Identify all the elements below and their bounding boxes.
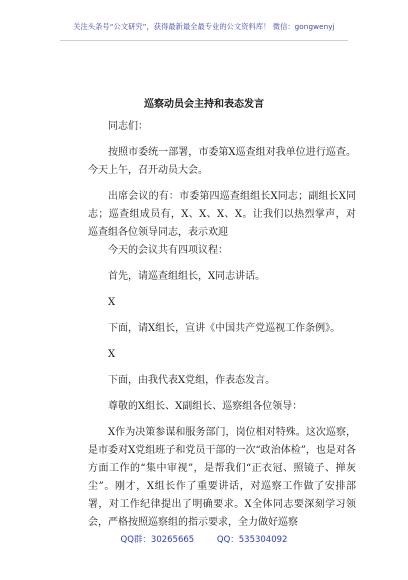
salutation: 同志们： <box>108 121 148 132</box>
paragraph: 首先，请巡查组组长，X同志讲话。 <box>108 271 266 282</box>
paragraph: 下面，由我代表X党组，作表态发言。 <box>108 375 276 386</box>
paragraph: 出席会议的有：市委第四巡查组组长X同志；副组长X同志；巡查组成员有，X、X、X、X。让我们以热烈掌声，对巡查组各位领导同志，表示欢迎 <box>88 191 356 238</box>
header-promo: 关注头条号“公文研究”，获得最新最全最专业的公文资料库！ 微信：gongwenyj <box>73 22 335 31</box>
footer-qq: QQ：535304092 <box>216 535 288 545</box>
paragraph: X作为决策参谋和服务部门，岗位相对特殊。这次巡察，是市委对X党组班子和党员干部的一次“政治体检”，也是对各方面工作的“集中审视”，是帮我们“正衣冠、照镜子、掸灰尘”。刚才，X组长作了重要讲话，对巡察工作做了安排部署，对工作纪律提出了明确要求。X全体同志要深刻学习领会，严格按照巡察组的指示要求，全力做好巡察 <box>88 427 356 528</box>
paragraph: X <box>108 297 116 308</box>
document-title: 巡察动员会主持和表态发言 <box>144 99 264 110</box>
header-divider <box>60 40 348 41</box>
footer-qq-group: QQ群：30265665 <box>120 535 195 545</box>
paragraph: 按照市委统一部署，市委第X巡查组对我单位进行巡查。今天上午，召开动员大会。 <box>88 147 356 176</box>
paragraph: 下面，请X组长，宣讲《中国共产党巡视工作条例》。 <box>108 323 341 334</box>
document-body <box>88 118 356 532</box>
footer-contact <box>0 533 408 545</box>
paragraph: X <box>108 349 116 360</box>
paragraph: 尊敬的X组长、X副组长、巡察组各位领导： <box>108 401 303 412</box>
paragraph: 今天的会议共有四项议程： <box>108 245 228 256</box>
